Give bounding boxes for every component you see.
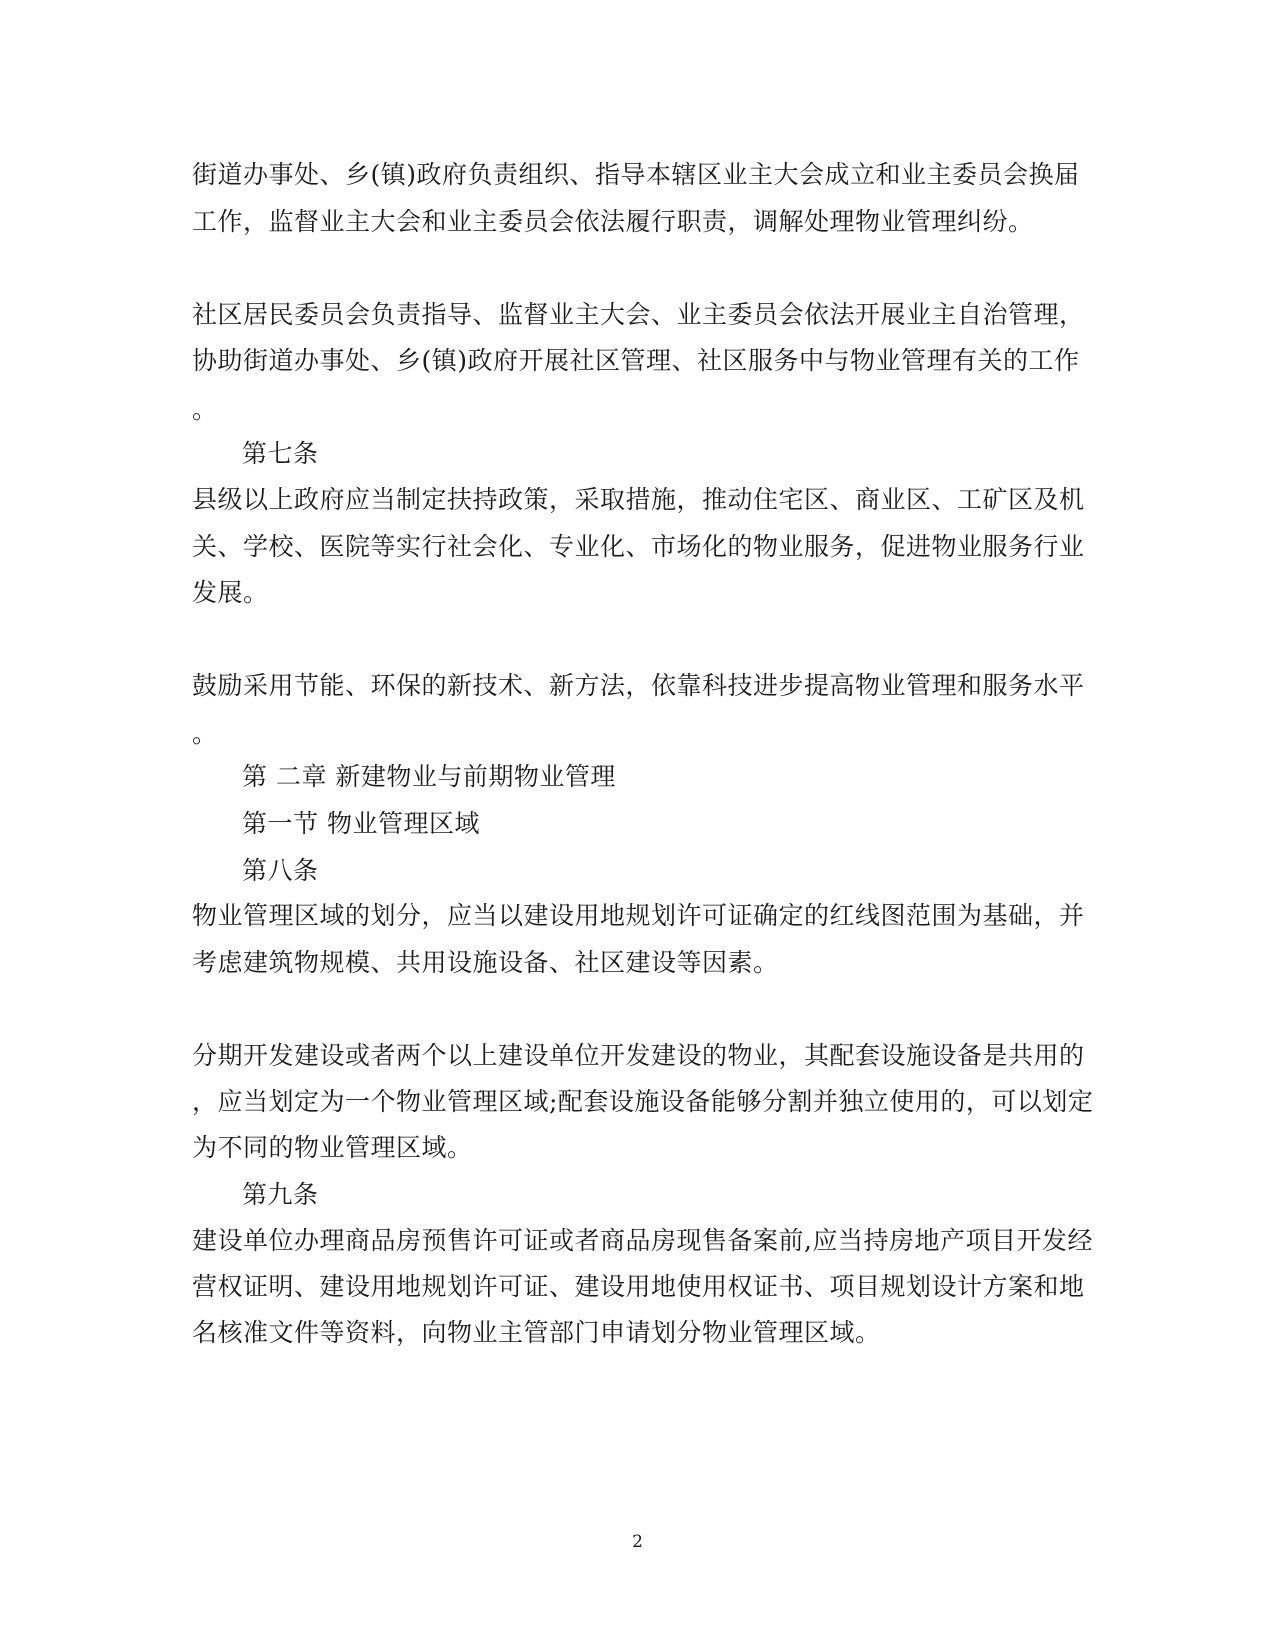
body-text-line: 县级以上政府应当制定扶持政策，采取措施，推动住宅区、商业区、工矿区及机 xyxy=(192,485,1085,514)
body-text-line: 物业管理区域的划分，应当以建设用地规划许可证确定的红线图范围为基础，并 xyxy=(192,901,1085,930)
body-text-line: 协助街道办事处、乡(镇)政府开展社区管理、社区服务中与物业管理有关的工作 xyxy=(192,346,1080,375)
body-text-line: 发展。 xyxy=(192,578,269,607)
body-text-line: 社区居民委员会负责指导、监督业主大会、业主委员会依法开展业主自治管理， xyxy=(192,300,1085,329)
body-text-line: 。 xyxy=(192,395,218,424)
article-heading: 第八条 xyxy=(242,856,319,885)
body-text-line: 分期开发建设或者两个以上建设单位开发建设的物业，其配套设施设备是共用的 xyxy=(192,1041,1085,1070)
body-text-line: 营权证明、建设用地规划许可证、建设用地使用权证书、项目规划设计方案和地 xyxy=(192,1272,1085,1301)
body-text-line: 街道办事处、乡(镇)政府负责组织、指导本辖区业主大会成立和业主委员会换届 xyxy=(192,160,1080,189)
article-heading: 第七条 xyxy=(242,439,319,468)
body-text-line: 考虑建筑物规模、共用设施设备、社区建设等因素。 xyxy=(192,948,779,977)
body-text-line: 名核准文件等资料，向物业主管部门申请划分物业管理区域。 xyxy=(192,1318,881,1347)
body-text-line: 鼓励采用节能、环保的新技术、新方法，依靠科技进步提高物业管理和服务水平 xyxy=(192,671,1085,700)
body-text-line: 建设单位办理商品房预售许可证或者商品房现售备案前,应当持房地产项目开发经 xyxy=(192,1226,1093,1255)
body-text-line: 为不同的物业管理区域。 xyxy=(192,1133,473,1162)
body-text-line: 工作，监督业主大会和业主委员会依法履行职责，调解处理物业管理纠纷。 xyxy=(192,207,1034,236)
body-text-line: 。 xyxy=(192,719,218,748)
article-heading: 第九条 xyxy=(242,1180,319,1209)
page-number: 2 xyxy=(632,1532,643,1552)
body-text-line: 关、学校、医院等实行社会化、专业化、市场化的物业服务，促进物业服务行业 xyxy=(192,532,1085,561)
body-text-line: ，应当划定为一个物业管理区域;配套设施设备能够分割并独立使用的，可以划定 xyxy=(192,1087,1094,1116)
chapter-heading: 第 二章 新建物业与前期物业管理 xyxy=(242,762,616,791)
section-heading: 第一节 物业管理区域 xyxy=(242,809,480,838)
